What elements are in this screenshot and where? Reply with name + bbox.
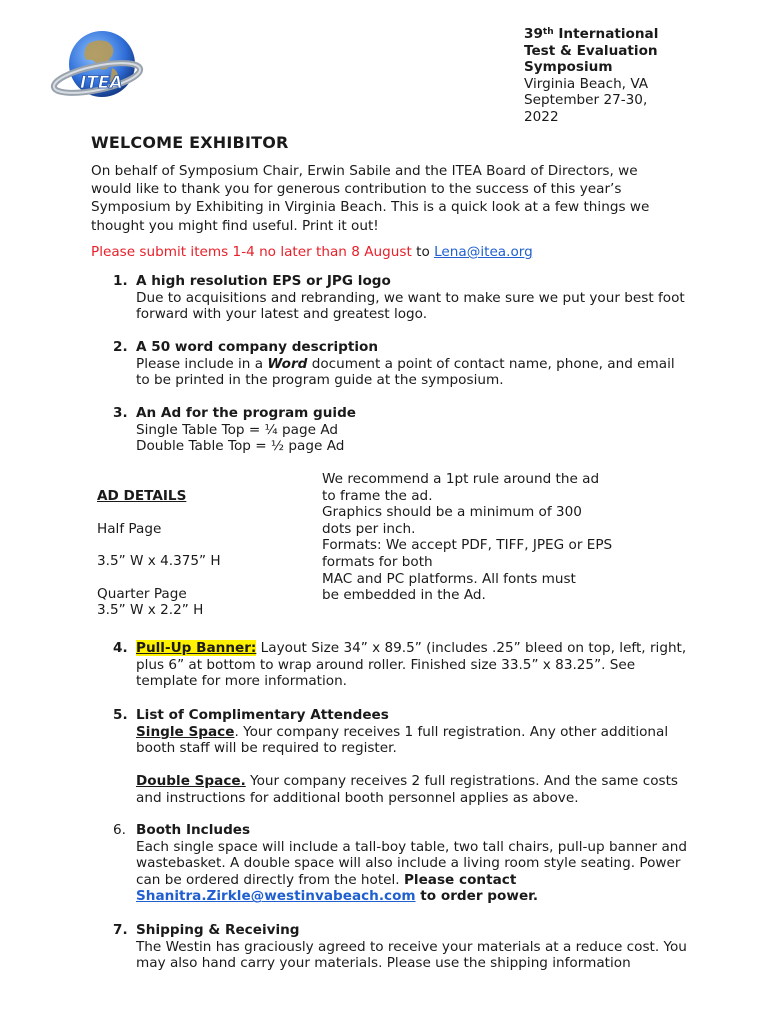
list-item: 2. A 50 word company description Please include in a Word document a point of contact name, phone, and email to be printed in the program guide at the symposium.: [113, 339, 688, 389]
item-text: The Westin has graciously agreed to receive your materials at a reduce cost. You may also hand carry your materials. Please use the shipping information: [136, 938, 687, 972]
deadline-text: Please submit items 1-4 no later than 8 August: [91, 244, 412, 260]
itea-logo: [50, 28, 145, 106]
ad-notes: [322, 471, 642, 604]
power-contact-email-link[interactable]: Shanitra.Zirkle@westinvabeach.com: [136, 888, 416, 905]
list-item: 4. Pull-Up Banner: Layout Size 34” x 89.5” (includes .25” bleed on top, left, right, plus 6” at bottom to wrap around roller. Finished size 33.5” x 83.25”. See template for more information.: [113, 640, 687, 690]
quarter-page-label: Quarter Page: [97, 585, 187, 602]
half-page-size: 3.5” W x 4.375” H: [97, 553, 221, 570]
list-item: 5. List of Complimentary Attendees Single Space. Your company receives 1 full registration. Any other additional booth staff will be required to register. Double Space. Your company receives 2 full registrations. And the same costs and instructions for additional booth personnel applies as above.: [113, 707, 688, 807]
single-space-text: Single Space. Your company receives 1 full registration. Any other additional booth staff will be required to register.: [136, 723, 669, 757]
item-title: A 50 word company description: [136, 339, 379, 355]
ad-note-line: We recommend a 1pt rule around the ad: [322, 471, 600, 487]
page-title: WELCOME EXHIBITOR: [91, 133, 289, 152]
list-item: 6. Booth Includes Each single space will include a tall-boy table, two tall chairs, pull-up banner and wastebasket. A double space will also include a living room style seating. Power can be ordered directly from the hotel. Please contact Shanitra.Zirkle@westinvabeach.com to order power.: [113, 822, 688, 905]
item-text: Pull-Up Banner: Layout Size 34” x 89.5” (includes .25” bleed on top, left, right, plus 6” at bottom to wrap around roller. Finished size 33.5” x 83.25”. See template for more information.: [136, 640, 687, 690]
list-item: 7. Shipping & Receiving The Westin has graciously agreed to receive your materials at a reduce cost. You may also hand carry your materials. Please use the shipping information: [113, 922, 687, 972]
list-item: 3. An Ad for the program guide Single Table Top = ¼ page Ad Double Table Top = ½ page Ad: [113, 405, 688, 455]
ad-note-line: Formats: We accept PDF, TIFF, JPEG or EPS: [322, 537, 613, 554]
event-title-line2: Test & Evaluation: [524, 42, 658, 59]
event-location: Virginia Beach, VA: [524, 75, 649, 92]
ad-details-title: AD DETAILS: [97, 488, 187, 504]
double-space-text: Double Space. Your company receives 2 full registrations. And the same costs and instructions for additional booth personnel applies as above.: [136, 773, 679, 806]
item-text: Each single space will include a tall-boy table, two tall chairs, pull-up banner and wastebasket. A double space will also include a living room style seating. Power can be ordered directly from the hotel. Please contact Shanitra.Zirkle@westinvabeach.com to order power.: [136, 838, 688, 905]
half-page-label: Half Page: [97, 520, 162, 537]
item-line: Single Table Top = ¼ page Ad: [136, 421, 339, 438]
list-item: 1. A high resolution EPS or JPG logo Due to acquisitions and rebranding, we want to make sure we put your best foot forward with your latest and greatest logo.: [113, 273, 688, 323]
event-year: 2022: [524, 108, 559, 125]
ad-note-line: MAC and PC platforms. All fonts must: [322, 570, 576, 587]
item-title: List of Complimentary Attendees: [136, 707, 389, 723]
logo-text: ITEA: [80, 73, 123, 93]
submit-deadline: Please submit items 1-4 no later than 8 August to Lena@itea.org: [91, 244, 533, 260]
ad-note-line: dots per inch.: [322, 520, 416, 537]
event-info: [524, 26, 724, 125]
event-date: September 27-30,: [524, 92, 648, 108]
item-title: Shipping & Receiving: [136, 922, 300, 938]
ad-note-line: to frame the ad.: [322, 487, 433, 504]
ad-note-line: formats for both: [322, 553, 433, 570]
item-title: An Ad for the program guide: [136, 405, 357, 421]
item-text: Due to acquisitions and rebranding, we want to make sure we put your best foot forward with your latest and greatest logo.: [136, 289, 685, 323]
submit-email-link[interactable]: Lena@itea.org: [434, 244, 533, 260]
ad-note-line: be embedded in the Ad.: [322, 587, 486, 604]
item-line: Double Table Top = ½ page Ad: [136, 438, 345, 455]
item-text: Please include in a Word document a point of contact name, phone, and email to be printed in the program guide at the symposium.: [136, 355, 675, 389]
ad-details: [97, 488, 221, 619]
ad-note-line: Graphics should be a minimum of 300: [322, 504, 582, 521]
quarter-page-size: 3.5” W x 2.2” H: [97, 602, 204, 619]
event-title-line3: Symposium: [524, 59, 613, 75]
item-title: A high resolution EPS or JPG logo: [136, 273, 391, 289]
item-title: Booth Includes: [136, 822, 251, 838]
item-title: Pull-Up Banner:: [136, 640, 257, 656]
intro-paragraph: On behalf of Symposium Chair, Erwin Sabile and the ITEA Board of Directors, we would like to thank you for generous contribution to the success of this year’s Symposium by Exhibiting in Virginia Beach. This is a quick look at a few things we thought you might find useful. Print it out!: [91, 163, 650, 234]
event-title-line1: 39th International: [524, 26, 659, 42]
